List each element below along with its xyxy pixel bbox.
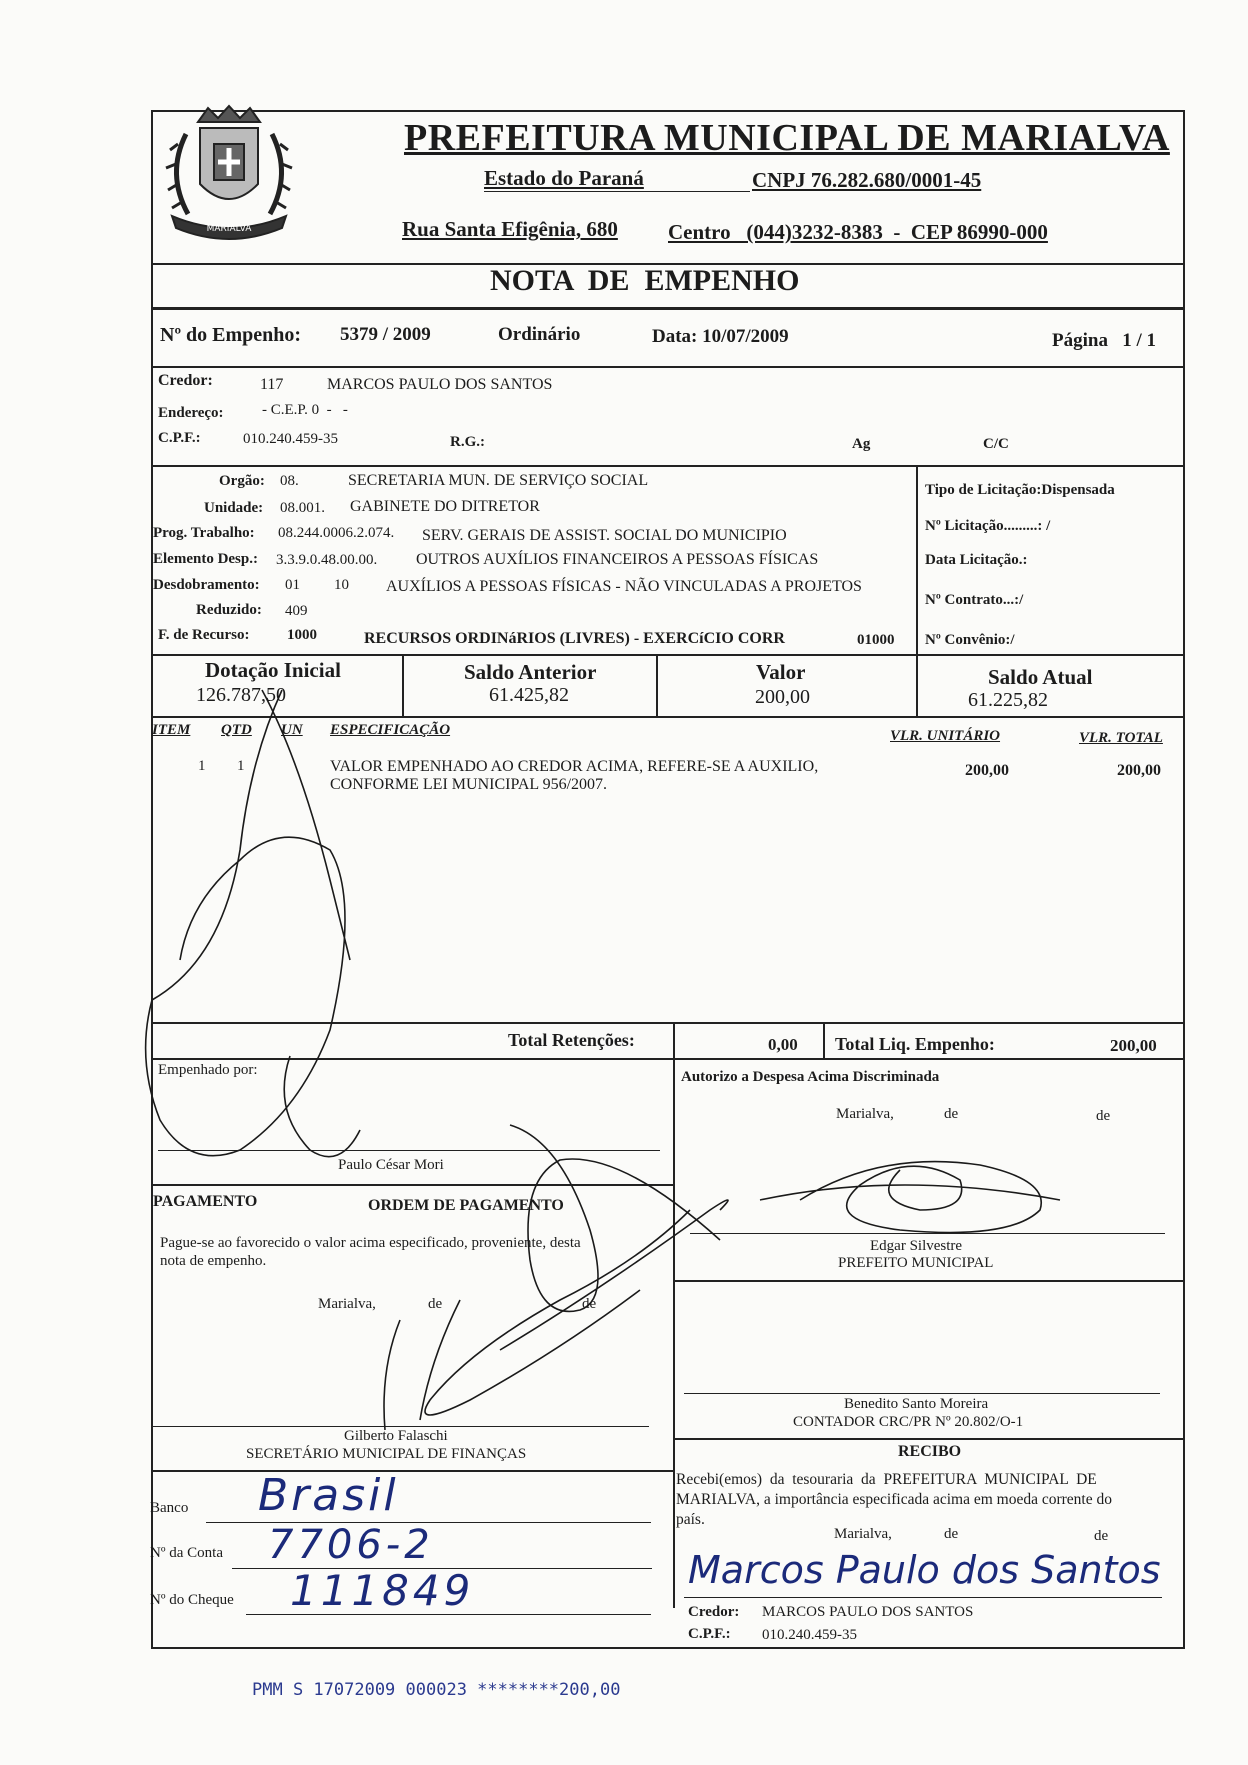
contador-name: Benedito Santo Moreira (844, 1396, 989, 1412)
elemento-code: 3.3.9.0.48.00.00. (276, 552, 378, 568)
unidade-desc: GABINETE DO DITRETOR (350, 498, 540, 515)
fonte-code: 1000 (287, 627, 317, 643)
unidade-label: Unidade: (204, 500, 264, 516)
recibo-de1: de (944, 1526, 959, 1542)
elemento-label: Elemento Desp.: (153, 551, 258, 567)
recibo-credor-name: MARCOS PAULO DOS SANTOS (762, 1604, 974, 1620)
pagamento-de2: de (582, 1296, 597, 1312)
retencoes-label: Total Retenções: (508, 1030, 635, 1050)
col-header-qtd: QTD (221, 722, 252, 738)
retencoes-value: 0,00 (768, 1035, 798, 1054)
row-qtd: 1 (237, 758, 245, 774)
recibo-title: RECIBO (898, 1443, 962, 1460)
elemento-desc: OUTROS AUXÍLIOS FINANCEIROS A PESSOAS FÍSICAS (416, 551, 819, 568)
endereco-value: - C.E.P. 0 - - (262, 402, 348, 418)
col-header-un: UN (281, 722, 303, 738)
recibo-signature: Marcos Paulo dos Santos (688, 1548, 1161, 1592)
row-item: 1 (198, 758, 206, 774)
fonte-code2: 01000 (857, 632, 895, 648)
dotacao-label: Dotação Inicial (205, 658, 341, 682)
col-header-vlr-unit: VLR. UNITÁRIO (890, 728, 1001, 744)
empenhado-signature (146, 690, 360, 1157)
row-espec-line2: CONFORME LEI MUNICIPAL 956/2007. (330, 776, 608, 793)
saldo-atual-label: Saldo Atual (988, 665, 1093, 689)
saldo-atual-value: 61.225,82 (968, 689, 1048, 711)
empenho-label: Nº do Empenho: (160, 324, 302, 346)
reduzido-value: 409 (285, 603, 308, 619)
orgao-code: 08. (280, 473, 299, 489)
document-title: NOTA DE EMPENHO (490, 264, 800, 297)
autorizo-de1: de (944, 1106, 959, 1122)
prog-code: 08.244.0006.2.074. (278, 525, 395, 541)
crest-text: MARIALVA (206, 224, 252, 234)
orgao-desc: SECRETARIA MUN. DE SERVIÇO SOCIAL (348, 472, 649, 489)
header-state: Estado do Paraná (484, 166, 644, 190)
pagamento-de1: de (428, 1296, 443, 1312)
endereco-label: Endereço: (158, 405, 224, 421)
empenho-type: Ordinário (498, 324, 581, 345)
empenho-number: 5379 / 2009 (340, 324, 431, 345)
unidade-code: 08.001. (280, 500, 325, 516)
recibo-text-line3: país. (676, 1511, 705, 1528)
pagamento-label: PAGAMENTO (153, 1193, 258, 1210)
saldo-anterior-label: Saldo Anterior (464, 660, 597, 684)
secretario-role: SECRETÁRIO MUNICIPAL DE FINANÇAS (246, 1446, 527, 1462)
pagamento-text-line2: nota de empenho. (160, 1253, 267, 1269)
prog-desc: SERV. GERAIS DE ASSIST. SOCIAL DO MUNICIPIO (422, 527, 787, 544)
cpf-label: C.P.F.: (158, 430, 201, 446)
valor-value: 200,00 (755, 686, 810, 708)
dotacao-value: 126.787,50 (196, 684, 286, 706)
cpf-value: 010.240.459-35 (243, 431, 338, 447)
fonte-desc: RECURSOS ORDINáRIOS (LIVRES) - EXERCíCIO CORR (364, 630, 785, 647)
recibo-de2: de (1094, 1528, 1109, 1544)
autorizo-de2: de (1096, 1108, 1111, 1124)
ag-label: Ag (852, 436, 871, 452)
col-header-vlr-total: VLR. TOTAL (1079, 730, 1163, 746)
cheque-label: Nº do Cheque (150, 1592, 234, 1608)
ordem-label: ORDEM DE PAGAMENTO (368, 1197, 564, 1214)
pagamento-text-line1: Pague-se ao favorecido o valor acima especificado, proveniente, desta (160, 1235, 581, 1251)
col-header-espec: ESPECIFICAÇÃO (330, 722, 451, 738)
liquido-label: Total Liq. Empenho: (835, 1034, 995, 1054)
reduzido-label: Reduzido: (196, 602, 262, 618)
header-address: Rua Santa Efigênia, 680 (402, 217, 618, 241)
col-header-item: ITEM (152, 722, 191, 738)
secretario-signature (384, 1125, 728, 1430)
header-title: PREFEITURA MUNICIPAL DE MARIALVA (404, 117, 1170, 159)
pagamento-city: Marialva, (318, 1296, 376, 1312)
recibo-text-line1: Recebi(emos) da tesouraria da PREFEITURA MUNICIPAL DE (676, 1471, 1097, 1488)
desdob-desc: AUXÍLIOS A PESSOAS FÍSICAS - NÃO VINCULADAS A PROJETOS (386, 578, 862, 595)
header-contact: Centro (044)3232-8383 - CEP 86990-000 (668, 220, 1048, 244)
recibo-city: Marialva, (834, 1526, 892, 1542)
row-espec-line1: VALOR EMPENHADO AO CREDOR ACIMA, REFERE-SE A AUXILIO, (330, 758, 819, 775)
valor-label: Valor (756, 660, 806, 684)
autorizo-city: Marialva, (836, 1106, 894, 1122)
autorizo-label: Autorizo a Despesa Acima Discriminada (681, 1069, 940, 1085)
licitacao-numero: Nº Licitação.........: / (925, 518, 1051, 534)
conta-label: Nº da Conta (150, 1545, 223, 1561)
recibo-text-line2: MARIALVA, a importância especificada acima em moeda corrente do (676, 1491, 1112, 1508)
banco-value: Brasil (258, 1470, 399, 1521)
saldo-anterior-value: 61.425,82 (489, 684, 569, 706)
secretario-name: Gilberto Falaschi (344, 1428, 448, 1444)
header-cnpj: CNPJ 76.282.680/0001-45 (752, 168, 982, 192)
prefeito-role: PREFEITO MUNICIPAL (838, 1255, 994, 1271)
recibo-credor-label: Credor: (688, 1604, 740, 1620)
empenho-date: Data: 10/07/2009 (652, 326, 789, 347)
recibo-cpf-label: C.P.F.: (688, 1626, 731, 1642)
cheque-value: 111849 (290, 1566, 475, 1615)
cash-register-stamp: PMM S 17072009 000023 ********200,00 (252, 1680, 621, 1700)
row-vlr-unit: 200,00 (965, 762, 1009, 779)
fonte-label: F. de Recurso: (158, 627, 250, 643)
prefeito-name: Edgar Silvestre (870, 1238, 963, 1254)
conta-value: 7706-2 (268, 1522, 434, 1568)
banco-label: Banco (150, 1500, 189, 1516)
credor-label: Credor: (158, 372, 213, 389)
rg-label: R.G.: (450, 434, 485, 450)
licitacao-contrato: Nº Contrato...:/ (925, 592, 1024, 608)
contador-role: CONTADOR CRC/PR Nº 20.802/O-1 (793, 1414, 1024, 1430)
prefeito-signature (760, 1162, 1060, 1233)
row-vlr-total: 200,00 (1117, 762, 1161, 779)
desdob-code: 01 (285, 577, 300, 593)
credor-code: 117 (260, 376, 284, 393)
licitacao-tipo: Tipo de Licitação:Dispensada (925, 482, 1115, 498)
prog-label: Prog. Trabalho: (153, 525, 255, 541)
licitacao-data: Data Licitação.: (925, 552, 1028, 568)
liquido-value: 200,00 (1110, 1036, 1157, 1055)
desdob-label: Desdobramento: (153, 577, 260, 593)
recibo-cpf-value: 010.240.459-35 (762, 1627, 857, 1643)
empenhado-label: Empenhado por: (158, 1062, 258, 1078)
cc-label: C/C (983, 436, 1009, 452)
credor-name: MARCOS PAULO DOS SANTOS (327, 376, 553, 393)
desdob-code2: 10 (334, 577, 349, 593)
licitacao-convenio: Nº Convênio:/ (925, 632, 1015, 648)
empenhado-signer: Paulo César Mori (338, 1157, 444, 1173)
orgao-label: Orgão: (219, 473, 265, 489)
page-number: Página 1 / 1 (1052, 330, 1156, 351)
